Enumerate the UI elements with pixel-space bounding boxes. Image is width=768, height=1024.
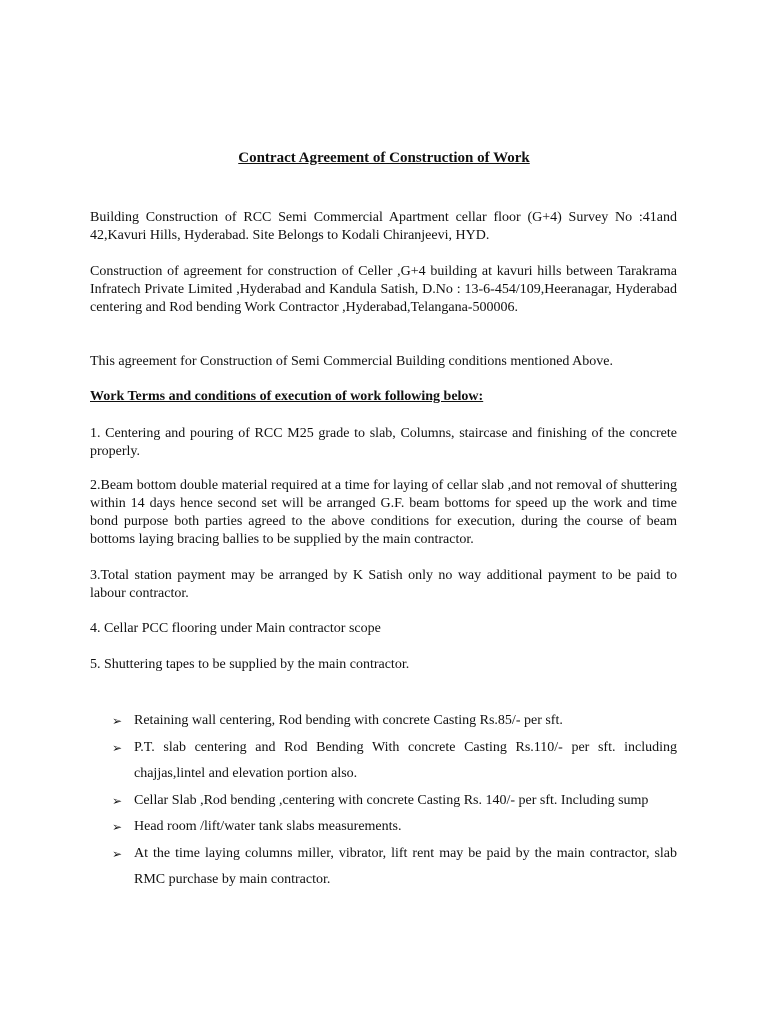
intro-paragraph-parties: Construction of agreement for construction of Celler ,G+4 building at kavuri hills between Tarakrama Infratech Private Limited ,Hyderabad and Kandula Satish, D.No : 13-6-454/109,Heeranagar, Hyderabad centering and Rod bending Work Contractor ,Hyderabad,Telangana-500006. bbox=[90, 264, 677, 315]
terms-heading: Work Terms and conditions of execution of work following below: bbox=[90, 389, 484, 404]
arrow-bullet-icon: ➢ bbox=[112, 714, 123, 728]
intro-paragraph-site: Building Construction of RCC Semi Commercial Apartment cellar floor (G+4) Survey No :41and 42,Kavuri Hills, Hyderabad. Site Belongs to Kodali Chiranjeevi, HYD. bbox=[90, 210, 677, 243]
rate-bullet-item bbox=[90, 841, 677, 894]
rate-bullet-item bbox=[90, 788, 677, 815]
term-item-2: 2.Beam bottom double material required at a time for laying of cellar slab ,and not removal of shuttering within 14 days hence second set will be arranged G.F. beam bottoms for speed up the work and time bond purpose both parties agreed to the above conditions for execution, during the course of beam bottoms laying bracing ballies to be supplied by the main contractor. bbox=[90, 478, 677, 547]
rate-bullet-text: Head room /lift/water tank slabs measurements. bbox=[134, 819, 402, 834]
intro-paragraph-purpose: This agreement for Construction of Semi Commercial Building conditions mentioned Above. bbox=[90, 354, 613, 369]
rate-bullet-text: At the time laying columns miller, vibrator, lift rent may be paid by the main contractor, slab RMC purchase by main contractor. bbox=[134, 845, 677, 887]
arrow-bullet-icon: ➢ bbox=[112, 820, 123, 834]
rate-bullet-text: Cellar Slab ,Rod bending ,centering with concrete Casting Rs. 140/- per sft. Including sump bbox=[134, 792, 649, 808]
term-item-1: 1. Centering and pouring of RCC M25 grade to slab, Columns, staircase and finishing of the concrete properly. bbox=[90, 426, 677, 459]
term-item-3: 3.Total station payment may be arranged by K Satish only no way additional payment to be paid to labour contractor. bbox=[90, 568, 677, 601]
rate-bullet-item bbox=[90, 708, 677, 735]
term-item-4: 4. Cellar PCC flooring under Main contractor scope bbox=[90, 621, 381, 636]
rate-bullet-item bbox=[90, 735, 677, 788]
term-item-5: 5. Shuttering tapes to be supplied by the main contractor. bbox=[90, 657, 410, 672]
arrow-bullet-icon: ➢ bbox=[112, 793, 123, 808]
arrow-bullet-icon: ➢ bbox=[112, 740, 123, 755]
rate-bullet-item bbox=[90, 814, 677, 841]
rate-bullet-text: P.T. slab centering and Rod Bending With concrete Casting Rs.110/- per sft. including chajjas,lintel and elevation portion also. bbox=[134, 739, 677, 781]
rate-bullet-text: Retaining wall centering, Rod bending with concrete Casting Rs.85/- per sft. bbox=[134, 713, 563, 728]
rate-bullet-list bbox=[90, 708, 677, 894]
arrow-bullet-icon: ➢ bbox=[112, 846, 123, 861]
document-title: Contract Agreement of Construction of Work bbox=[238, 150, 530, 166]
